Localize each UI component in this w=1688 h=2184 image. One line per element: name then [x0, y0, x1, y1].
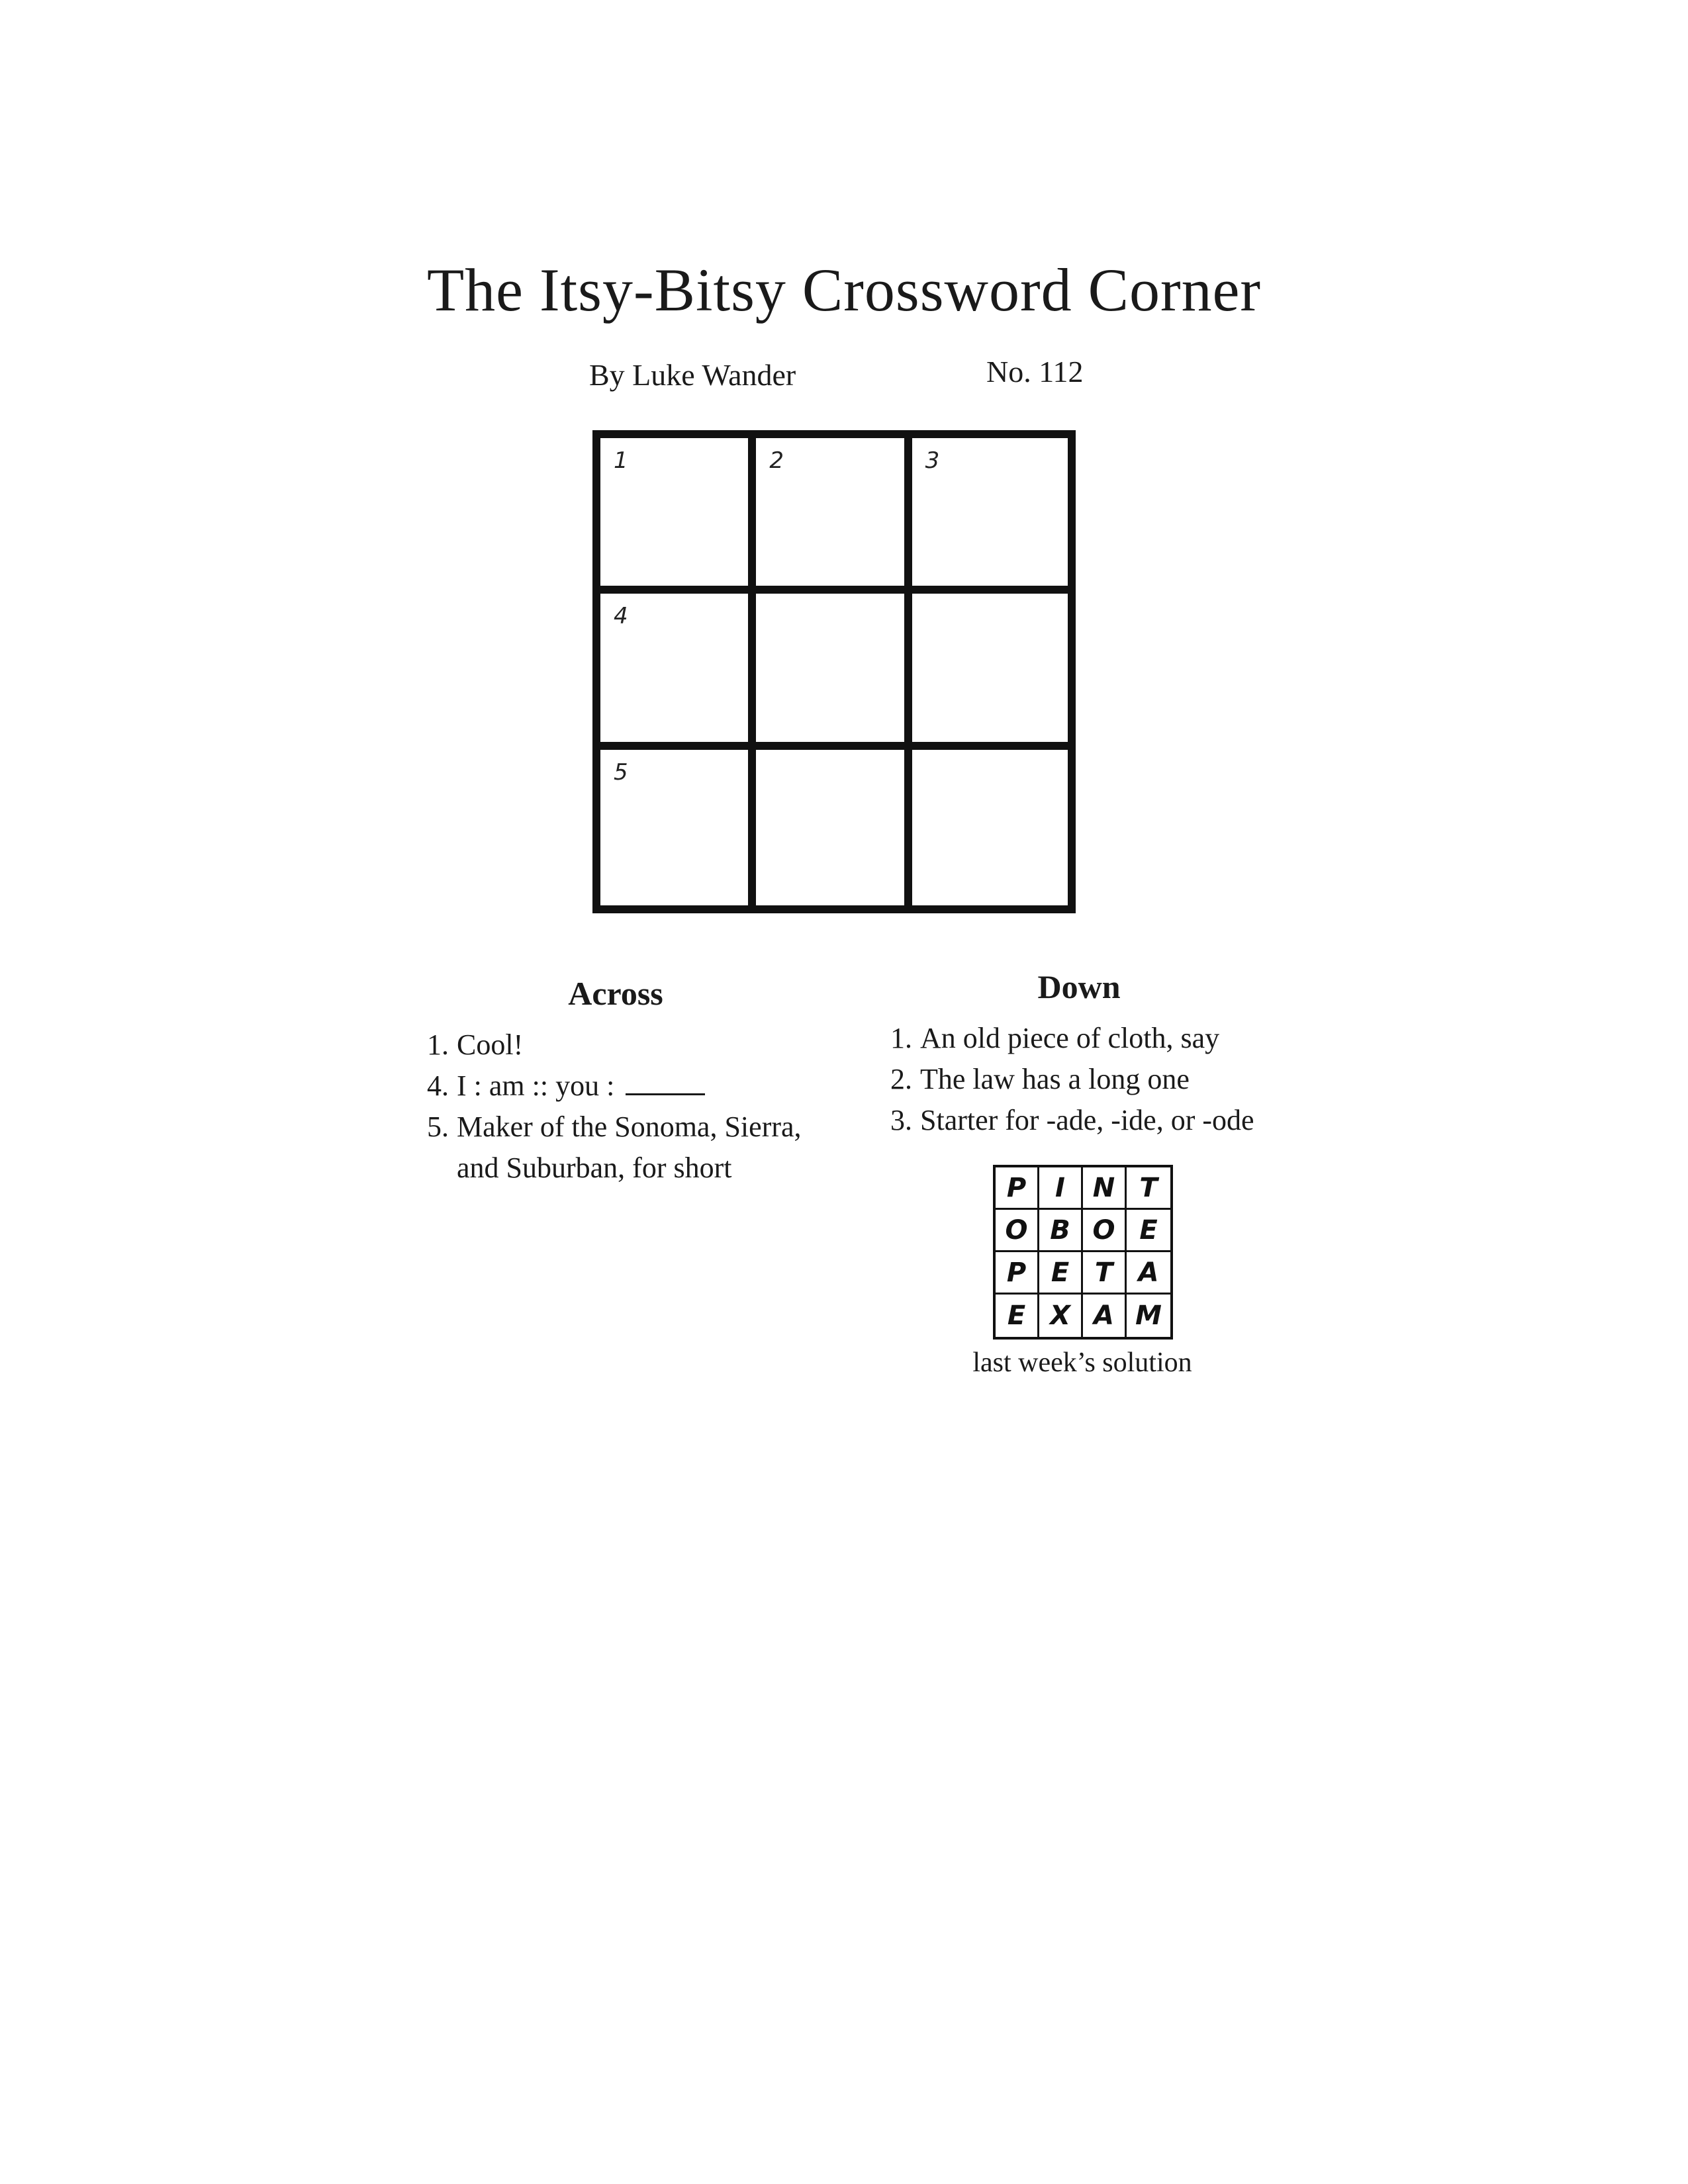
grid-cell-r1c2[interactable] — [756, 438, 912, 594]
grid-cell-r2c1[interactable] — [600, 594, 756, 749]
across-clues — [410, 973, 874, 1189]
grid-cell-r3c1[interactable] — [600, 750, 756, 905]
solution-cell: P — [996, 1167, 1039, 1210]
clue-text: Cool! — [457, 1028, 524, 1061]
clue-number: 1 — [614, 447, 628, 474]
across-clue-1 — [410, 1024, 874, 1066]
grid-cell-r2c3[interactable] — [912, 594, 1068, 749]
clue-number: 3 — [925, 447, 940, 474]
clue-text: An old piece of cloth, say — [920, 1022, 1220, 1054]
clue-text: The law has a long one — [920, 1063, 1190, 1095]
across-heading: Across — [568, 975, 663, 1012]
puzzle-title: The Itsy-Bitsy Crossword Corner — [426, 256, 1262, 324]
solution-cell: E — [996, 1295, 1039, 1337]
solution-cell: I — [1039, 1167, 1083, 1210]
solution-caption: last week’s solution — [972, 1347, 1192, 1378]
clue-number: 4 — [614, 603, 628, 630]
clue-num: 4. — [427, 1069, 449, 1102]
clue-num: 2. — [890, 1063, 912, 1095]
solution-cell: A — [1083, 1295, 1127, 1337]
clue-text: Starter for -ade, -ide, or -ode — [920, 1104, 1254, 1136]
grid-cell-r1c3[interactable] — [912, 438, 1068, 594]
solution-cell: O — [996, 1210, 1039, 1252]
clue-num: 5. — [427, 1111, 449, 1143]
solution-cell: E — [1127, 1210, 1170, 1252]
last-week-solution-grid — [993, 1165, 1173, 1340]
answer-blank — [626, 1068, 705, 1095]
clue-number: 5 — [614, 758, 628, 786]
solution-cell: B — [1039, 1210, 1083, 1252]
solution-cell: E — [1039, 1252, 1083, 1295]
clue-num: 1. — [890, 1022, 912, 1054]
solution-cell: A — [1127, 1252, 1170, 1295]
solution-cell: O — [1083, 1210, 1127, 1252]
solution-cell: N — [1083, 1167, 1127, 1210]
clue-number: 2 — [769, 447, 784, 474]
issue-number: No. 112 — [986, 355, 1084, 388]
crossword-grid — [592, 430, 1076, 913]
down-clues — [874, 966, 1337, 1141]
solution-cell: T — [1083, 1252, 1127, 1295]
grid-cell-r1c1[interactable] — [600, 438, 756, 594]
author-byline: By Luke Wander — [589, 358, 796, 392]
clue-text-body: I : am :: you : — [457, 1069, 622, 1102]
grid-cell-r2c2[interactable] — [756, 594, 912, 749]
clue-num: 1. — [427, 1028, 449, 1061]
across-clue-4 — [410, 1066, 874, 1107]
clue-text: Maker of the Sonoma, Sierra, and Suburban, for short — [457, 1111, 802, 1184]
down-clue-1 — [874, 1018, 1337, 1059]
down-clue-2 — [874, 1059, 1337, 1100]
solution-cell: M — [1135, 1300, 1162, 1331]
clue-num: 3. — [890, 1104, 912, 1136]
clue-text — [457, 1066, 705, 1107]
solution-cell: X — [1039, 1295, 1083, 1337]
grid-cell-r3c2[interactable] — [756, 750, 912, 905]
grid-cell-r3c3[interactable] — [912, 750, 1068, 905]
solution-cell: T — [1127, 1167, 1170, 1210]
solution-cell: P — [996, 1252, 1039, 1295]
down-clue-3 — [874, 1100, 1337, 1141]
down-heading: Down — [1037, 968, 1121, 1005]
across-clue-5 — [410, 1107, 874, 1189]
